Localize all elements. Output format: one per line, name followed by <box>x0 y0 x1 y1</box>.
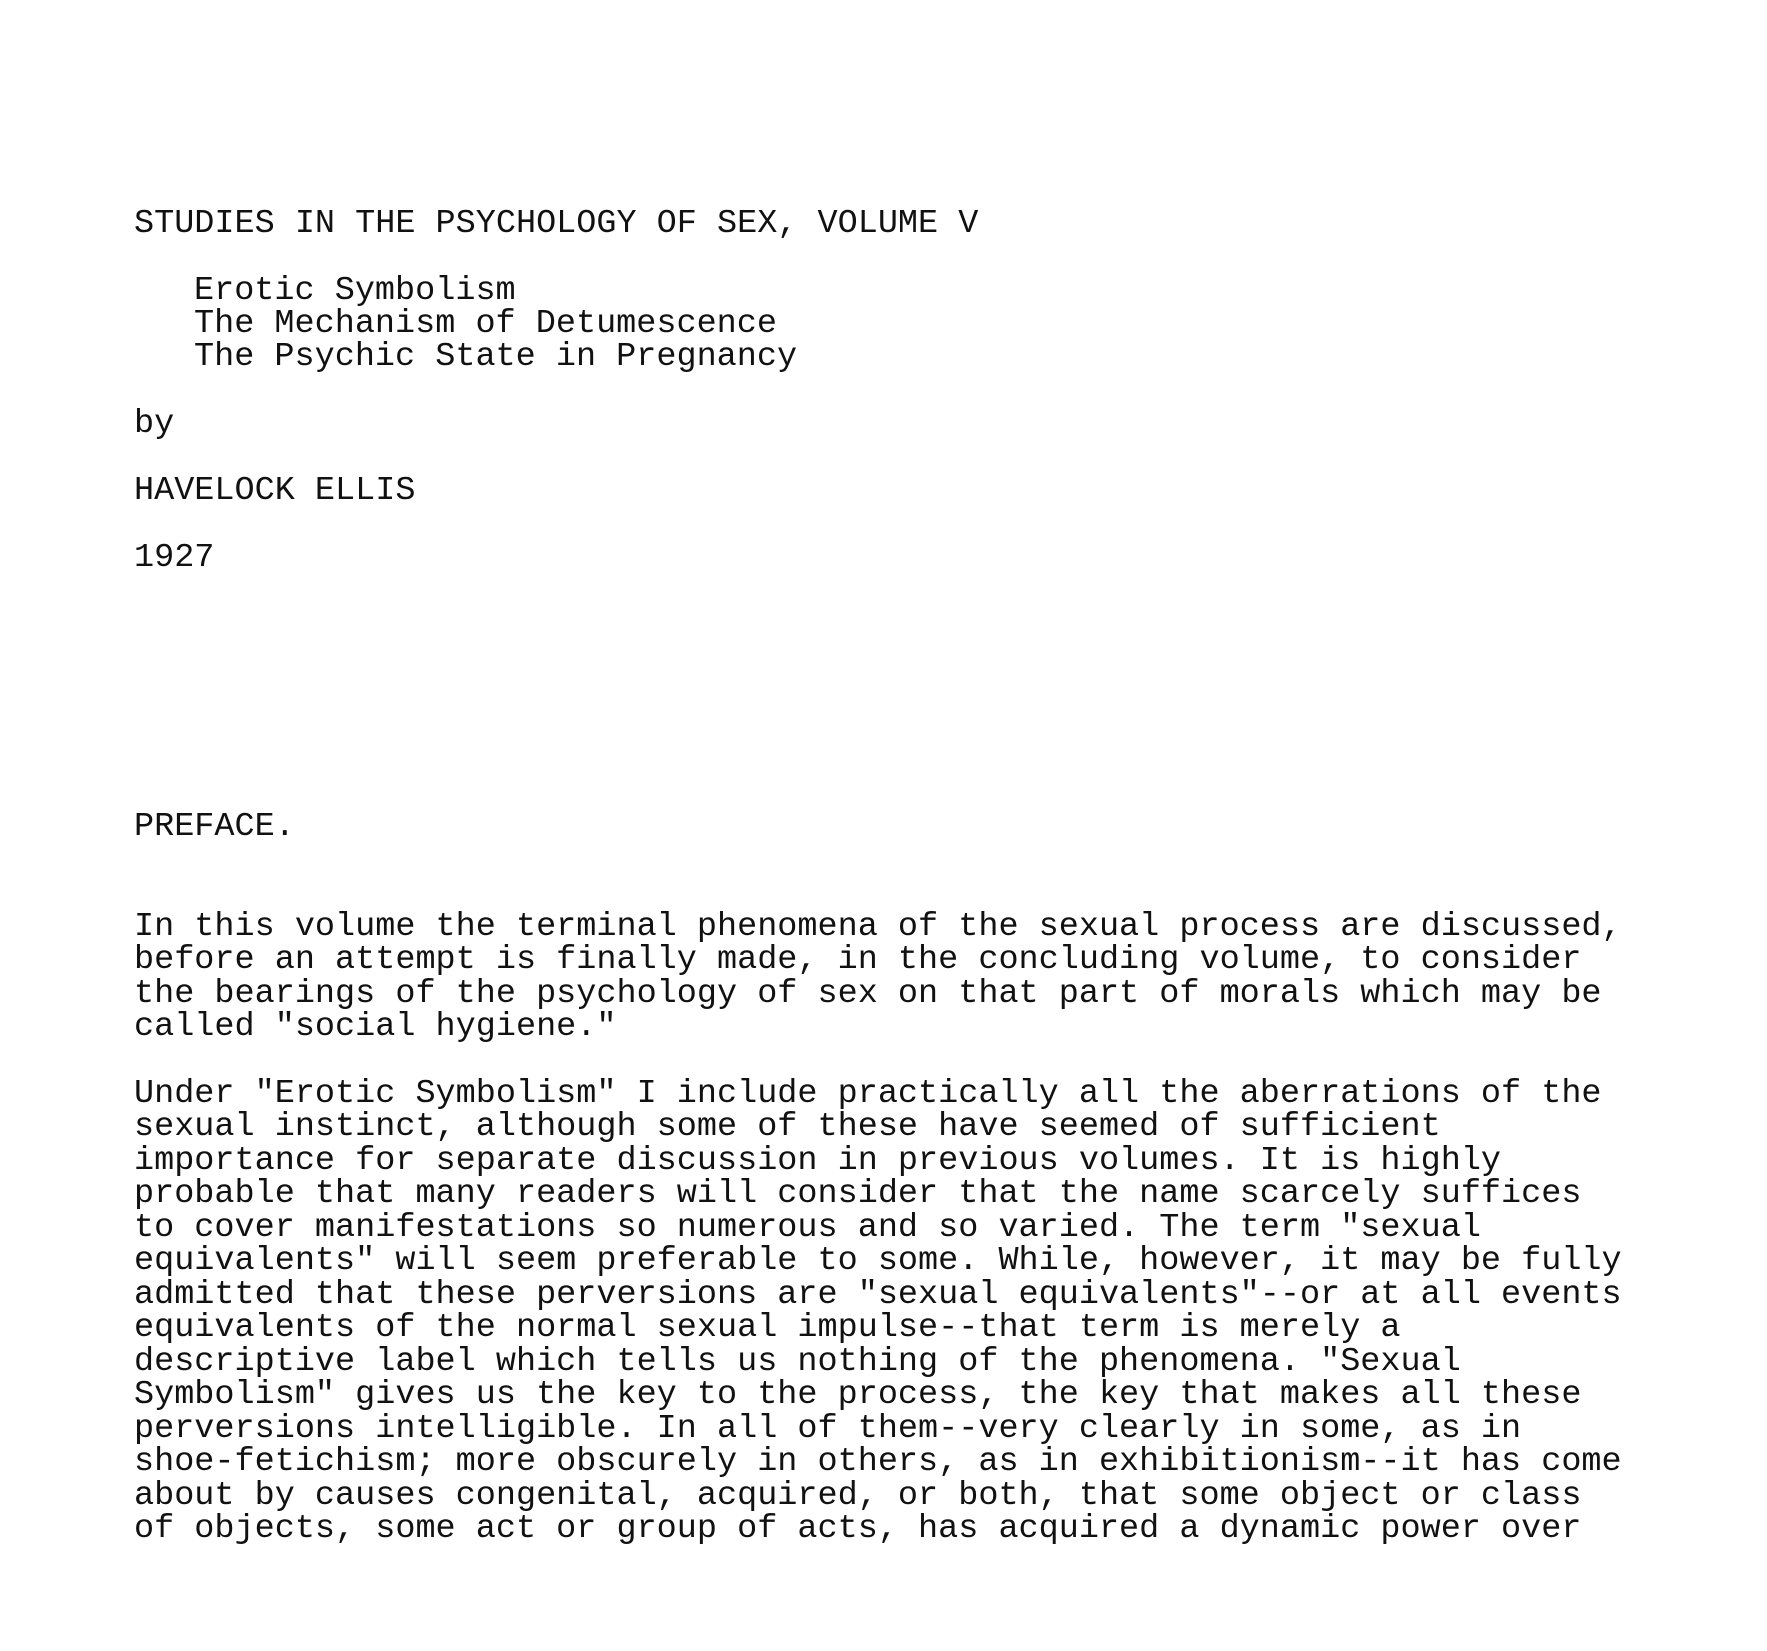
paragraph-line: descriptive label which tells us nothing of the phenomena. "Sexual <box>134 1343 1461 1381</box>
paragraph-line: Symbolism" gives us the key to the process, the key that makes all these <box>134 1376 1582 1414</box>
section-heading: PREFACE. <box>134 808 295 846</box>
author-name: HAVELOCK ELLIS <box>134 472 416 510</box>
subtitle-line: The Psychic State in Pregnancy <box>194 338 798 376</box>
paragraph-line: before an attempt is finally made, in the concluding volume, to consider <box>134 941 1582 979</box>
subtitle-line: The Mechanism of Detumescence <box>194 305 777 343</box>
paragraph-line: importance for separate discussion in previous volumes. It is highly <box>134 1142 1502 1180</box>
paragraph-line: perversions intelligible. In all of them--very clearly in some, as in <box>134 1410 1522 1448</box>
paragraph-line: called "social hygiene." <box>134 1008 617 1046</box>
paragraph-line: about by causes congenital, acquired, or both, that some object or class <box>134 1477 1582 1515</box>
paragraph-line: Under "Erotic Symbolism" I include practically all the aberrations of the <box>134 1075 1602 1113</box>
paragraph-line: of objects, some act or group of acts, has acquired a dynamic power over <box>134 1510 1582 1548</box>
paragraph-line: sexual instinct, although some of these have seemed of sufficient <box>134 1108 1441 1146</box>
paragraph-line: shoe-fetichism; more obscurely in others, as in exhibitionism--it has come <box>134 1443 1622 1481</box>
byline: by <box>134 405 175 443</box>
paragraph-line: equivalents" will seem preferable to some. While, however, it may be fully <box>134 1242 1622 1280</box>
paragraph-line: In this volume the terminal phenomena of the sexual process are discussed, <box>134 908 1622 946</box>
subtitle-line: Erotic Symbolism <box>194 272 516 310</box>
book-title: STUDIES IN THE PSYCHOLOGY OF SEX, VOLUME V <box>134 205 979 243</box>
paragraph-line: to cover manifestations so numerous and so varied. The term "sexual <box>134 1209 1481 1247</box>
paragraph-line: equivalents of the normal sexual impulse--that term is merely a <box>134 1309 1401 1347</box>
paragraph-line: probable that many readers will consider that the name scarcely suffices <box>134 1175 1582 1213</box>
publication-year: 1927 <box>134 539 215 577</box>
paragraph-line: admitted that these perversions are "sexual equivalents"--or at all events <box>134 1276 1622 1314</box>
paragraph-line: the bearings of the psychology of sex on that part of morals which may be <box>134 975 1602 1013</box>
